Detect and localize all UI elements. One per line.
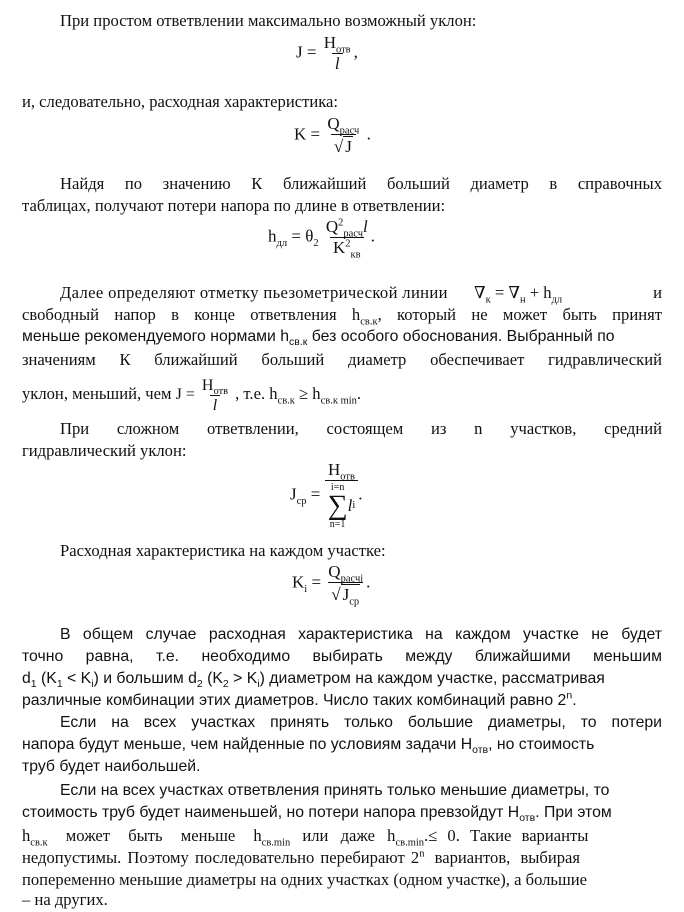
l22-f: св.min: [395, 837, 425, 849]
eq3-tail: .: [370, 226, 376, 246]
paragraph-line-8: значениям К ближайший больший диаметр обеспечивает гидравлический: [22, 350, 662, 369]
eq1-tail: ,: [353, 42, 358, 62]
eq5-den: J: [342, 585, 350, 604]
l16-c: .: [572, 692, 577, 709]
eq3-num: Q: [325, 217, 339, 236]
sum-operator: [328, 482, 348, 530]
paragraph-line-9: [22, 374, 662, 414]
line9-sub2: св.к min: [320, 395, 357, 407]
line6-a: свободный напор в конце ответвления h: [22, 305, 361, 324]
l23-sup: n: [419, 848, 425, 860]
inline-j-fraction: [199, 377, 231, 414]
l15-k: > K: [228, 670, 258, 687]
l21-a: стоимость труб будет наименьшей, но потери напора превзойдут H: [22, 804, 520, 821]
l21-sub: отв: [519, 812, 536, 825]
paragraph-line-10: При сложном ответвлении, состоящем из n участков, средний: [60, 419, 662, 438]
sum-sign: ∑: [327, 490, 348, 521]
l18-sub: отв: [472, 744, 489, 757]
eq3-theta-sub: 2: [313, 237, 319, 249]
l21-c: . При этом: [535, 804, 612, 821]
line9-sub1: св.к: [277, 395, 295, 407]
line7-c: без особого обоснования. Выбранный по: [307, 328, 615, 345]
l22-a: h: [22, 826, 31, 845]
l22-g: .≤ 0. Такие варианты: [424, 826, 589, 845]
eq5-tail: .: [366, 572, 371, 592]
eq3-den: K: [333, 238, 346, 257]
eq1-num: H: [323, 33, 336, 52]
l15-b: 1: [30, 678, 37, 691]
l22-d: св.min: [261, 837, 291, 849]
eq1-den: l: [332, 53, 343, 73]
eq5-equals: =: [311, 572, 322, 592]
eq2-fraction: [324, 115, 362, 156]
l15-f: i: [91, 678, 94, 691]
eq2-num: Q: [327, 114, 340, 133]
inline-j-num: H: [201, 376, 214, 394]
inline-h-sub: дл: [551, 294, 563, 306]
paragraph-line-25: – на других.: [22, 890, 108, 909]
eq4-tail: .: [358, 484, 363, 504]
eq4-lhs: J: [290, 484, 297, 504]
line9-f: .: [356, 384, 362, 403]
inline-slope-equation: [175, 376, 235, 414]
l22-b: св.к: [30, 837, 48, 849]
eq3-lhs-sub: дл: [276, 237, 288, 249]
eq4-num: H: [327, 460, 341, 479]
inline-h: h: [543, 283, 552, 302]
paragraph-line-3: Найдя по значению К ближайший больший диаметр в справочных: [60, 174, 662, 193]
inline-j-den: l: [210, 395, 220, 414]
line9-d: ≥ h: [294, 384, 321, 403]
eq5-lhs-sub: i: [304, 583, 308, 595]
paragraph-line-15: [22, 669, 662, 689]
equation-slope: [296, 34, 358, 73]
eq3-lhs: h: [268, 226, 277, 246]
eq2-lhs: K =: [294, 124, 321, 144]
l16-a: различные комбинации этих диаметров. Число таких комбинаций равно 2: [22, 692, 567, 709]
inline-plus: +: [529, 283, 540, 302]
line7-sub: св.к: [289, 336, 308, 349]
eq3-den-sup: 2: [345, 238, 351, 250]
eq5-lhs: K: [292, 572, 305, 592]
sum-top: i=n: [330, 482, 345, 493]
paragraph-line-21: [22, 803, 662, 823]
eq2-sqrt-sign: √: [333, 137, 344, 156]
paragraph-line-13: В общем случае расходная характеристика на каждом участке не будет: [60, 626, 662, 643]
paragraph-line-11: гидравлический уклон:: [22, 441, 187, 460]
equation-flow-characteristic: [294, 115, 371, 156]
l15-m: ) диаметром на каждом участке, рассматривая: [259, 670, 605, 687]
l15-j: 2: [222, 678, 229, 691]
eq3-num-sup: 2: [338, 217, 344, 229]
eq4-lhs-sub: ср: [296, 495, 307, 507]
l23-c: вариантов, выбирая: [424, 848, 581, 867]
paragraph-line-16: [22, 691, 662, 711]
l23-a: недопустимы. Поэтому последовательно перебирают 2: [22, 848, 420, 867]
inline-equals: =: [494, 283, 505, 302]
equation-head-loss: [268, 217, 376, 261]
eq3-fraction: [323, 217, 371, 261]
line9-b: , т.е. h: [235, 384, 278, 403]
nabla-2: ∇: [508, 283, 520, 302]
l15-a: d: [22, 670, 31, 687]
nabla-1: ∇: [474, 283, 486, 302]
l15-l: i: [257, 678, 260, 691]
l22-e: или даже h: [290, 826, 396, 845]
line6-sub: св.к: [360, 316, 378, 328]
equation-section-flow: [292, 562, 371, 608]
paragraph-line-24: попеременно меньшие диаметры на одних участках (одном участке), а большие: [22, 870, 588, 889]
eq2-den: J: [345, 137, 352, 156]
paragraph-line-7: [22, 327, 662, 347]
paragraph-line-1: При простом ответвлении максимально возможный уклон:: [60, 11, 477, 30]
line5-text: Далее определяют отметку пьезометрической линии: [60, 283, 448, 302]
eq4-fraction: $H_{отв}$ i=n ∑ n=1 l i: [325, 461, 359, 530]
eq2-num-sub: расч: [339, 125, 360, 137]
eq5-sqrt-sign: √: [331, 585, 341, 604]
l18-a: напора будут меньше, чем найденные по условиям задачи H: [22, 736, 473, 753]
paragraph-line-23: [22, 848, 662, 868]
eq4-den-l: l: [347, 496, 353, 515]
eq5-num-sub: расчi: [340, 573, 364, 585]
l15-i: (K: [202, 670, 223, 687]
eq1-fraction: [321, 34, 354, 73]
eq3-num-l: l: [363, 217, 368, 236]
equation-mean-slope: [290, 461, 363, 530]
line5-end: и: [653, 283, 662, 302]
eq3-den-sub: кв: [350, 249, 361, 261]
eq3-theta: θ: [305, 226, 314, 246]
l18-c: , но стоимость: [488, 736, 595, 753]
eq4-num-sub: отв: [340, 471, 355, 483]
eq3-num-sub: расч: [343, 228, 364, 240]
eq4-equals: =: [310, 484, 321, 504]
eq5-num: Q: [328, 562, 341, 581]
nabla-1-sub: к: [485, 294, 491, 306]
paragraph-line-2: и, следовательно, расходная характеристика:: [22, 92, 338, 111]
l15-e: < K: [62, 670, 92, 687]
eq1-lhs: J =: [296, 42, 317, 62]
eq2-tail: .: [366, 124, 371, 144]
paragraph-line-6: [22, 305, 662, 328]
eq1-num-sub: отв: [335, 44, 351, 56]
paragraph-line-20: Если на всех участках ответвления принять только меньшие диаметры, то: [60, 782, 610, 799]
paragraph-line-14: точно равна, т.е. необходимо выбирать между ближайшими меньшим: [22, 648, 662, 665]
l15-h: 2: [196, 678, 203, 691]
paragraph-line-22: [22, 826, 662, 849]
l15-g: ) и большим d: [93, 670, 197, 687]
inline-piezometric-equation: [474, 283, 563, 306]
paragraph-line-18: [22, 735, 662, 755]
line7-a: меньше рекомендуемого нормами h: [22, 328, 290, 345]
l22-c: может быть меньше h: [47, 826, 262, 845]
sum-bottom: n=1: [329, 519, 346, 530]
line6-c: , который не может быть принят: [377, 305, 662, 324]
paragraph-line-12: Расходная характеристика на каждом участке:: [60, 541, 386, 560]
eq5-den-sub: ср: [349, 596, 360, 608]
l15-c: (K: [36, 670, 57, 687]
l16-sup: n: [566, 689, 573, 702]
inline-j-lhs: J =: [175, 386, 195, 403]
inline-j-num-sub: отв: [213, 386, 229, 398]
l15-d: 1: [56, 678, 63, 691]
paragraph-line-4: таблицах, получают потери напора по длине в ответвлении:: [22, 196, 446, 215]
eq5-fraction: [325, 562, 366, 608]
paragraph-line-5: [60, 283, 662, 306]
eq3-equals: =: [291, 226, 301, 246]
line9-a: уклон, меньший, чем: [22, 384, 172, 403]
nabla-2-sub: н: [520, 294, 526, 306]
paragraph-line-17: Если на всех участках принять только большие диаметры, то потери: [60, 714, 662, 731]
paragraph-line-19: труб будет наибольшей.: [22, 758, 201, 775]
